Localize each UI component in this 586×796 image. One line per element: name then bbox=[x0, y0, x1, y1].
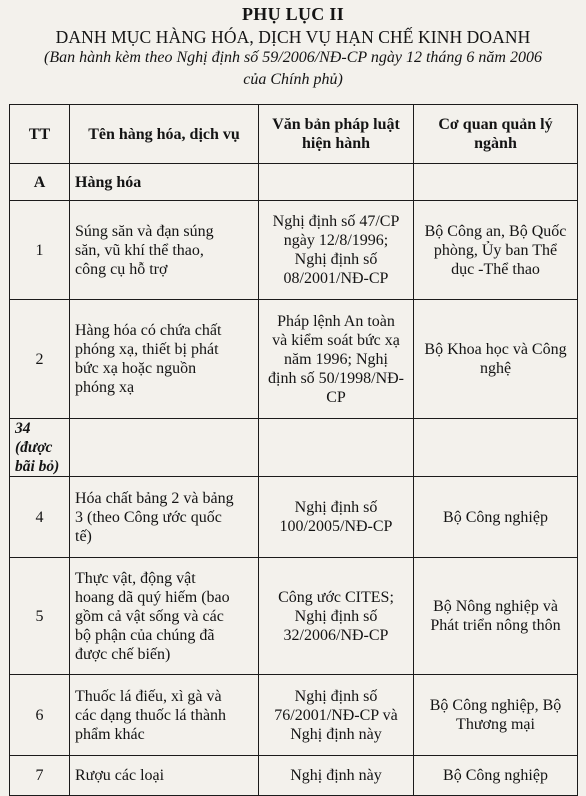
row-number: 2 bbox=[10, 300, 70, 419]
appendix-title: PHỤ LỤC II bbox=[241, 4, 344, 24]
legal-document: Nghị định số 47/CP ngày 12/8/1996; Nghị định số 08/2001/NĐ-CP bbox=[259, 201, 414, 300]
goods-name: Thuốc lá điếu, xì gà và các dạng thuốc lá thành phẩm khác bbox=[70, 675, 259, 756]
legal-document: Nghị định số 76/2001/NĐ-CP và Nghị định này bbox=[259, 675, 414, 756]
row-number: 5 bbox=[10, 558, 70, 675]
legal-document: Pháp lệnh An toàn và kiểm soát bức xạ năm 1996; Nghị định số 50/1998/NĐ- CP bbox=[259, 300, 414, 419]
managing-agency: Bộ Nông nghiệp và Phát triển nông thôn bbox=[414, 558, 578, 675]
legal-document bbox=[259, 419, 414, 477]
table-row bbox=[10, 675, 578, 756]
managing-agency: Bộ Công nghiệp bbox=[414, 756, 578, 796]
table-header-row bbox=[10, 105, 578, 164]
managing-agency: Bộ Khoa học và Công nghệ bbox=[414, 300, 578, 419]
goods-name: Hàng hóa có chứa chất phóng xạ, thiết bị phát bức xạ hoặc nguồn phóng xạ bbox=[70, 300, 259, 419]
managing-agency bbox=[414, 419, 578, 477]
goods-name: Hóa chất bảng 2 và bảng 3 (theo Công ước quốc tế) bbox=[70, 477, 259, 558]
column-header-name: Tên hàng hóa, dịch vụ bbox=[70, 105, 259, 164]
section-empty-cell bbox=[414, 164, 578, 201]
goods-name bbox=[70, 419, 259, 477]
column-header-agency: Cơ quan quản lý ngành bbox=[414, 105, 578, 164]
legal-document: Nghị định số 100/2005/NĐ-CP bbox=[259, 477, 414, 558]
managing-agency: Bộ Công an, Bộ Quốc phòng, Ủy ban Thể dục -Thể thao bbox=[414, 201, 578, 300]
list-title: DANH MỤC HÀNG HÓA, DỊCH VỤ HẠN CHẾ KINH DOANH bbox=[55, 27, 531, 47]
goods-name: Rượu các loại bbox=[70, 756, 259, 796]
legal-document: Nghị định này bbox=[259, 756, 414, 796]
row-number: 6 bbox=[10, 675, 70, 756]
table-row bbox=[10, 300, 578, 419]
section-row bbox=[10, 164, 578, 201]
column-header-legal-document: Văn bản pháp luật hiện hành bbox=[259, 105, 414, 164]
table-row bbox=[10, 756, 578, 796]
goods-name: Thực vật, động vật hoang dã quý hiếm (bao gồm cả vật sống và các bộ phận của chúng đã được chế biến) bbox=[70, 558, 259, 675]
table-row bbox=[10, 477, 578, 558]
row-number: 7 bbox=[10, 756, 70, 796]
table-row bbox=[10, 201, 578, 300]
goods-name: Súng săn và đạn súng săn, vũ khí thể thao, công cụ hỗ trợ bbox=[70, 201, 259, 300]
table-row bbox=[10, 558, 578, 675]
managing-agency: Bộ Công nghiệp bbox=[414, 477, 578, 558]
row-number-repealed: 34 (được bãi bỏ) bbox=[10, 419, 70, 477]
row-number: 4 bbox=[10, 477, 70, 558]
section-label: Hàng hóa bbox=[70, 164, 259, 201]
column-header-tt: TT bbox=[10, 105, 70, 164]
section-code: A bbox=[10, 164, 70, 201]
issuance-note-line2: của Chính phủ) bbox=[243, 71, 343, 88]
managing-agency: Bộ Công nghiệp, Bộ Thương mại bbox=[414, 675, 578, 756]
row-number: 1 bbox=[10, 201, 70, 300]
table-row-repealed bbox=[10, 419, 578, 477]
section-empty-cell bbox=[259, 164, 414, 201]
restricted-goods-table bbox=[9, 104, 578, 796]
issuance-note-line1: (Ban hành kèm theo Nghị định số 59/2006/NĐ-CP ngày 12 tháng 6 năm 2006 bbox=[44, 49, 542, 66]
legal-document: Công ước CITES; Nghị định số 32/2006/NĐ-CP bbox=[259, 558, 414, 675]
